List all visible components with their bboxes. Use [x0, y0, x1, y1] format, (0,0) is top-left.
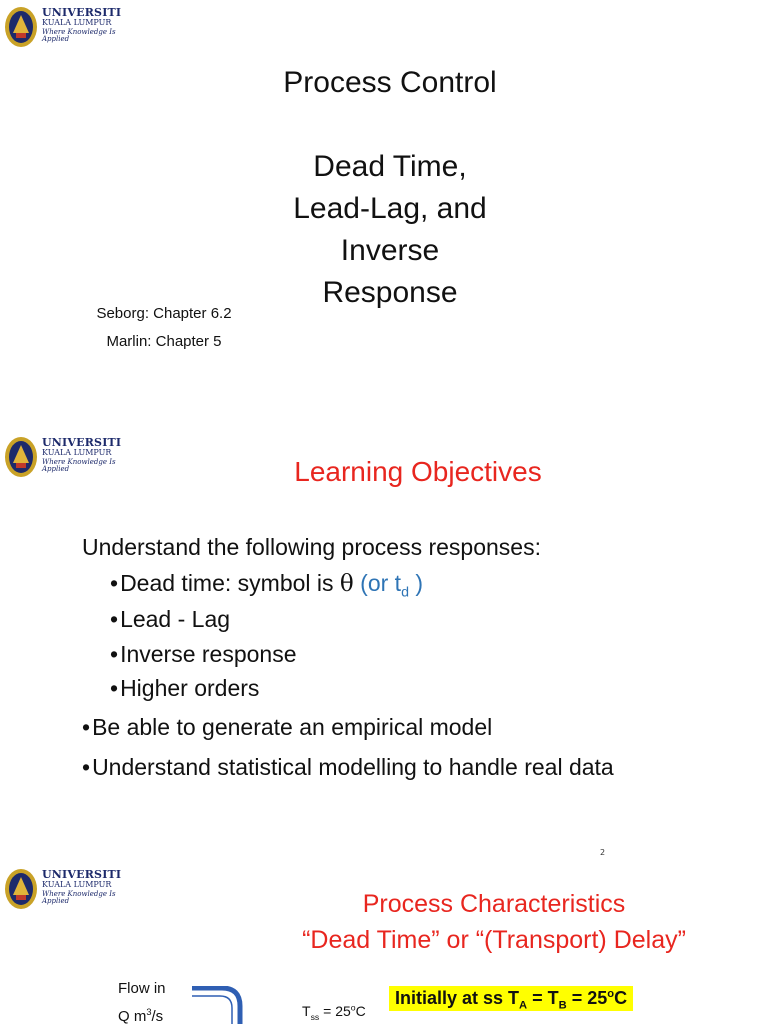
list-item-text: Understand statistical modelling to handle real data — [92, 754, 614, 780]
list-item-empirical-model — [82, 714, 492, 741]
initial-mid: = T — [527, 988, 559, 1008]
initial-condition-callout — [389, 986, 633, 1011]
initial-value: = 25 — [566, 988, 608, 1008]
slide2-title: Learning Objectives — [294, 456, 542, 487]
logo-name-line1: UNIVERSITI — [42, 6, 122, 19]
slide-learning-objectives — [0, 430, 768, 860]
dead-time-subscript: d — [401, 584, 409, 601]
initial-text: Initially at ss T — [395, 988, 520, 1008]
tss-symbol: T — [302, 1003, 311, 1019]
flow-rate-unit: /s — [151, 1008, 164, 1024]
reference-marlin: Marlin: Chapter 5 — [106, 333, 222, 350]
slide3-title-line2: “Dead Time” or “(Transport) Delay” — [302, 926, 686, 954]
list-item-inverse-response — [110, 641, 297, 668]
logo-name-line2: KUALA LUMPUR — [42, 880, 112, 889]
list-item-text: Inverse response — [120, 641, 297, 667]
slide-process-characteristics — [0, 862, 768, 1024]
bullet-icon: • — [110, 641, 119, 667]
initial-unit: C — [614, 988, 628, 1008]
slide1-title-line6: Response — [322, 276, 458, 309]
slide1-title-line4: Lead-Lag, and — [293, 192, 487, 225]
flow-rate-exponent: 3 — [146, 1007, 152, 1017]
list-item-lead-lag — [110, 606, 230, 633]
slide1-title-line5: Inverse — [340, 234, 440, 267]
theta-symbol: θ — [339, 571, 354, 597]
university-logo — [4, 4, 144, 50]
list-item-statistical-modelling — [82, 754, 614, 781]
flow-rate-text: Q m — [118, 1008, 147, 1024]
dead-time-alt: (or t — [353, 570, 402, 596]
inlet-pipe-icon — [192, 986, 252, 1024]
page-number: 2 — [600, 848, 606, 857]
dead-time-close: ) — [409, 570, 424, 596]
logo-name-line2: KUALA LUMPUR — [42, 448, 112, 457]
logo-name-line1: UNIVERSITI — [42, 868, 122, 881]
logo-tagline: Where Knowledge Is Applied — [42, 458, 116, 473]
initial-degree: o — [607, 988, 615, 1000]
reference-seborg: Seborg: Chapter 6.2 — [96, 305, 232, 322]
slide1-title-line1: Process Control — [283, 66, 497, 99]
dead-time-text: Dead time: symbol is — [120, 570, 340, 596]
list-item-text: Higher orders — [120, 675, 260, 701]
tss-unit: C — [355, 1003, 366, 1019]
flow-rate-label — [118, 1008, 163, 1024]
bullet-icon: • — [110, 675, 119, 701]
slide-title — [0, 0, 768, 400]
list-item-text: Be able to generate an empirical model — [92, 714, 493, 740]
logo-name-line2: KUALA LUMPUR — [42, 18, 112, 27]
list-item-dead-time — [110, 570, 424, 601]
bullet-icon: • — [110, 570, 119, 596]
bullet-icon: • — [110, 606, 119, 632]
initial-subscript-a: A — [519, 999, 528, 1012]
tss-value: = 25 — [319, 1003, 351, 1019]
logo-name-line1: UNIVERSITI — [42, 436, 122, 449]
flow-in-label: Flow in — [118, 980, 166, 997]
slide3-title-line1: Process Characteristics — [362, 890, 626, 918]
bullet-icon: • — [82, 754, 91, 780]
bullet-icon: • — [82, 714, 91, 740]
logo-tagline: Where Knowledge Is Applied — [42, 890, 116, 905]
steady-state-temperature — [302, 1002, 366, 1022]
initial-subscript-b: B — [558, 999, 567, 1012]
list-item-text: Lead - Lag — [120, 606, 231, 632]
list-item-higher-orders — [110, 675, 259, 702]
tss-degree: o — [350, 1002, 356, 1013]
tss-subscript: ss — [310, 1011, 320, 1022]
slide1-title-line3: Dead Time, — [313, 150, 467, 183]
logo-tagline: Where Knowledge Is Applied — [42, 28, 116, 43]
slide3-title — [0, 886, 768, 958]
objectives-intro: Understand the following process responses: — [82, 534, 541, 560]
university-crest-icon — [4, 6, 38, 48]
reference-list — [64, 300, 264, 356]
